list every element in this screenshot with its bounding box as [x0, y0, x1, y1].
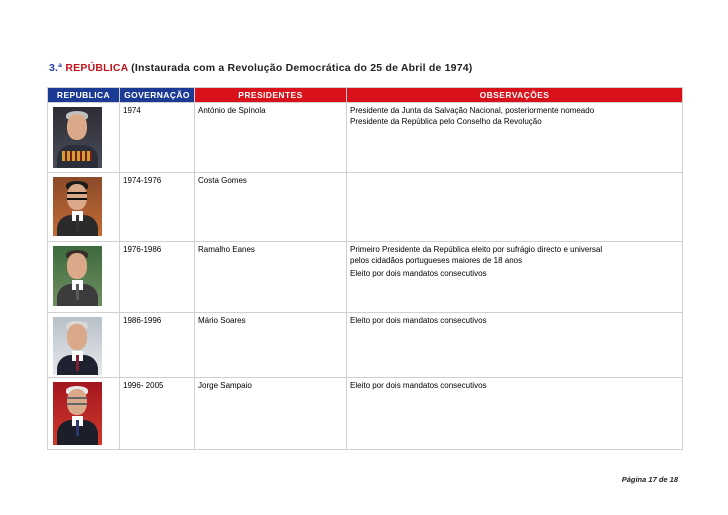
president-cell: António de Spínola: [195, 103, 347, 173]
observation-line: Eleito por dois mandatos consecutivos: [350, 269, 487, 278]
term-cell: 1986-1996: [120, 313, 195, 378]
president-cell: Mário Soares: [195, 313, 347, 378]
observation-line: Primeiro Presidente da República eleito por sufrágio directo e universal: [350, 245, 603, 254]
header-governacao: GOVERNAÇÃO: [120, 88, 195, 103]
observation-line: Eleito por dois mandatos consecutivos: [350, 316, 487, 325]
observations-cell: [347, 378, 683, 450]
observations-cell: [347, 313, 683, 378]
table-row: [48, 103, 683, 173]
observation-line: Presidente da Junta da Salvação Nacional, posteriormente nomeado: [350, 106, 595, 115]
president-cell: Jorge Sampaio: [195, 378, 347, 450]
presidents-table: [47, 87, 683, 450]
president-portrait: [53, 107, 102, 168]
photo-cell: [48, 313, 120, 378]
heading-republic: REPÚBLICA: [65, 62, 129, 74]
observations-cell: [347, 242, 683, 313]
term-cell: 1974: [120, 103, 195, 173]
photo-cell: [48, 173, 120, 242]
table-row: [48, 313, 683, 378]
table-header-row: [48, 88, 683, 103]
observation-line: pelos cidadãos portugueses maiores de 18 anos: [350, 256, 523, 265]
term-cell: 1976-1986: [120, 242, 195, 313]
header-observacoes: OBSERVAÇÕES: [347, 88, 683, 103]
table-row: [48, 378, 683, 450]
header-presidentes: PRESIDENTES: [195, 88, 347, 103]
observation-line: Presidente da República pelo Conselho da Revolução: [350, 117, 542, 126]
heading-ordinal: 3.ª: [49, 62, 63, 74]
photo-cell: [48, 378, 120, 450]
header-republica: REPUBLICA: [48, 88, 120, 103]
president-portrait: [53, 246, 102, 306]
table-row: [48, 173, 683, 242]
heading-subtitle: (Instaurada com a Revolução Democrática do 25 de Abril de 1974): [131, 62, 473, 74]
president-portrait: [53, 382, 102, 445]
president-cell: Costa Gomes: [195, 173, 347, 242]
term-cell: 1974-1976: [120, 173, 195, 242]
page-number: Página 17 de 18: [621, 475, 678, 484]
president-cell: Ramalho Eanes: [195, 242, 347, 313]
term-cell: 1996- 2005: [120, 378, 195, 450]
photo-cell: [48, 242, 120, 313]
photo-cell: [48, 103, 120, 173]
table-row: [48, 242, 683, 313]
observations-cell: [347, 103, 683, 173]
president-portrait: [53, 317, 102, 375]
observation-line: Eleito por dois mandatos consecutivos: [350, 381, 487, 390]
president-portrait: [53, 177, 102, 236]
page-heading: [49, 62, 473, 74]
observations-cell: [347, 173, 683, 242]
